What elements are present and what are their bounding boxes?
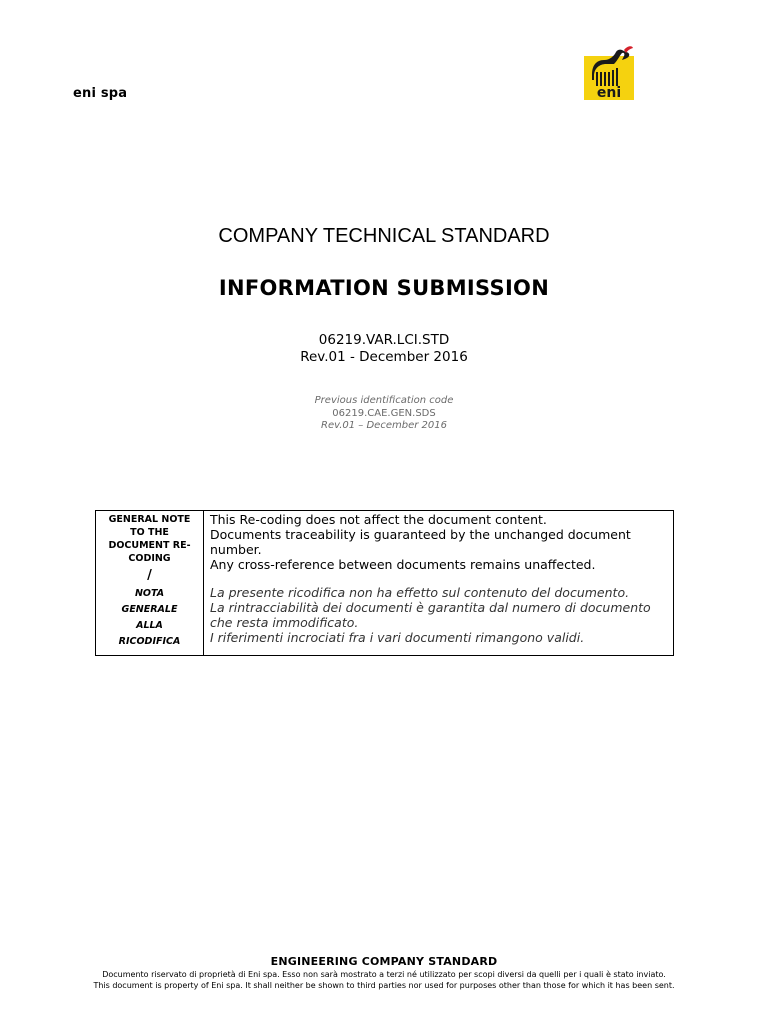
- standard-type: COMPANY TECHNICAL STANDARD: [218, 225, 550, 247]
- logo-wordmark: eni: [596, 85, 622, 100]
- note-it-line: La rintracciabilità dei documenti è garantita dal numero di documento: [210, 600, 651, 615]
- note-it-line: che resta immodificato.: [210, 615, 359, 630]
- note-en-line: Documents traceability is guaranteed by the unchanged document: [210, 527, 631, 542]
- company-name: eni spa: [73, 86, 128, 101]
- note-label-it-line: GENERALE: [121, 604, 178, 615]
- note-label-cell: [96, 511, 204, 655]
- note-label-en-line: TO THE: [130, 527, 169, 538]
- document-code: 06219.VAR.LCI.STD: [318, 332, 450, 348]
- note-label-en-line: DOCUMENT RE-: [108, 540, 191, 551]
- footer-disclaimer-en: This document is property of Eni spa. It shall neither be shown to third parties nor used for purposes other than those for which it has been sent.: [93, 981, 675, 990]
- eni-logo: [584, 42, 634, 100]
- note-label-separator: /: [147, 568, 152, 583]
- previous-identification: [0, 395, 768, 433]
- document-code-block: [0, 332, 768, 366]
- page-footer: [0, 955, 768, 991]
- previous-revision: Rev.01 – December 2016: [321, 420, 447, 431]
- note-en-line: This Re-coding does not affect the document content.: [210, 512, 547, 527]
- six-legged-dog-icon: [584, 42, 634, 100]
- note-it-line: La presente ricodifica non ha effetto sul contenuto del documento.: [210, 585, 630, 600]
- document-title: INFORMATION SUBMISSION: [218, 276, 550, 300]
- note-label-it-line: NOTA: [134, 588, 165, 599]
- note-content-cell: [204, 511, 673, 655]
- previous-label: Previous identification code: [314, 395, 454, 406]
- footer-title: ENGINEERING COMPANY STANDARD: [270, 955, 498, 968]
- note-it-line: I riferimenti incrociati fra i vari documenti rimangono validi.: [210, 630, 585, 645]
- footer-disclaimer-it: Documento riservato di proprietà di Eni spa. Esso non sarà mostrato a terzi né utilizzato per scopi diversi da quelli per i quali è stato inviato.: [102, 970, 666, 979]
- document-revision: Rev.01 - December 2016: [300, 349, 468, 365]
- note-label-en-line: CODING: [128, 553, 171, 564]
- note-en-line: Any cross-reference between documents remains unaffected.: [210, 557, 596, 572]
- note-label-it-line: RICODIFICA: [118, 636, 181, 647]
- note-label-en-line: GENERAL NOTE: [108, 514, 191, 525]
- recoding-note-table: [95, 510, 674, 656]
- previous-code: 06219.CAE.GEN.SDS: [332, 407, 436, 419]
- note-label-it-line: ALLA: [136, 620, 163, 631]
- note-en-line: number.: [210, 542, 262, 557]
